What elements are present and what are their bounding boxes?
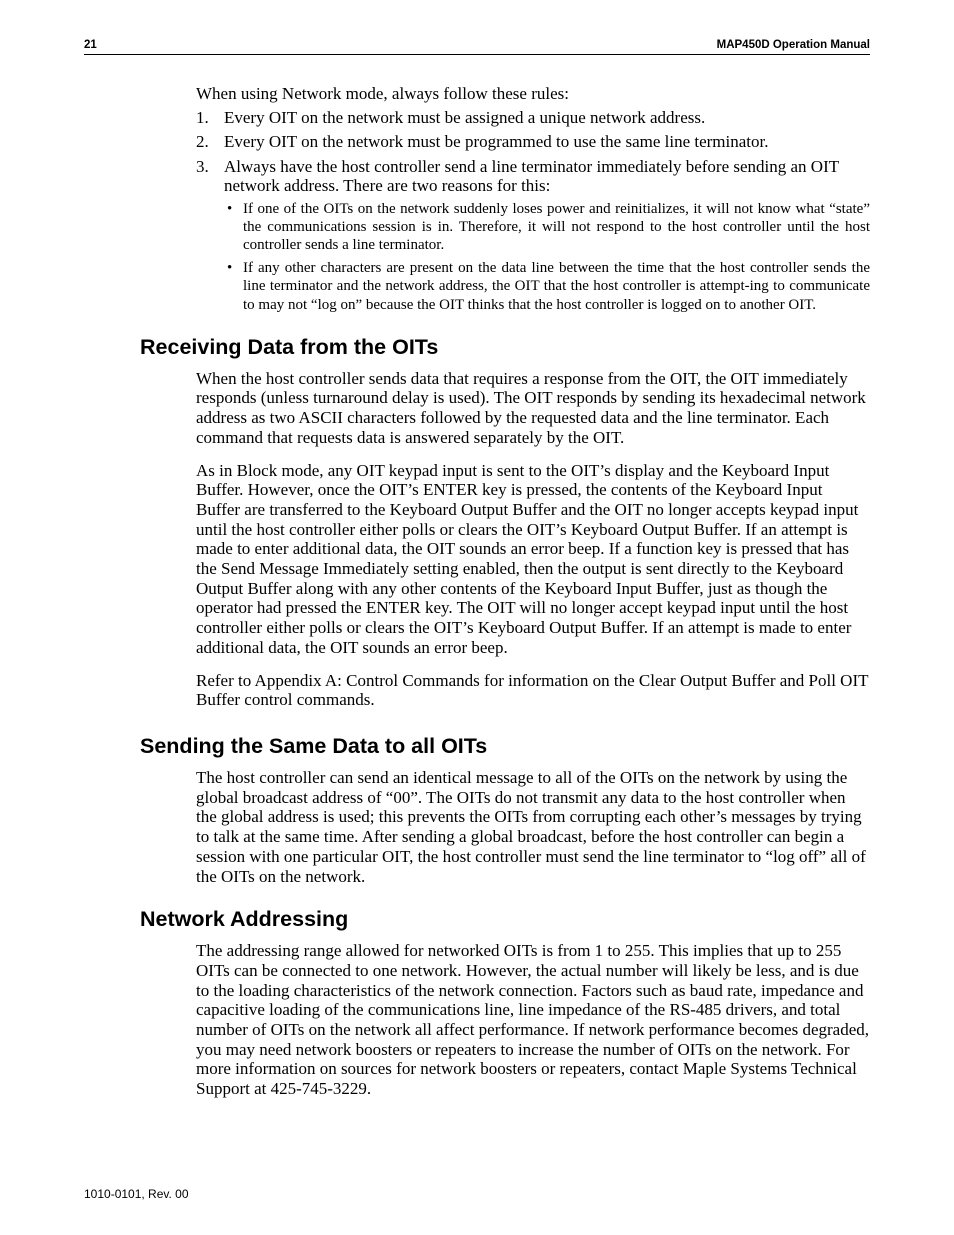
reason-text: If any other characters are present on the data line between the time that the host controller sends the line terminator and the network address, the OIT that the host controller is attempt-ing to communicate to may not “log on” because the OIT thinks that the host controller is logged on to another OIT.	[243, 260, 870, 313]
heading-network-addressing: Network Addressing	[140, 907, 349, 932]
page-number: 21	[84, 39, 97, 51]
page-footer	[84, 1187, 189, 1201]
receiving-paragraph: When the host controller sends data that requires a response from the OIT, the OIT immediately responds (unless turnaround delay is used). The OIT responds by sending its hexadecimal network address as two ASCII characters followed by the requested data and the line terminator. Each command that requests data is answered separately by the OIT.	[196, 368, 866, 447]
rule-number: 3.	[196, 156, 209, 176]
receiving-paragraph: Refer to Appendix A: Control Commands for information on the Clear Output Buffer and Poll OIT Buffer control commands.	[196, 670, 869, 710]
reasons-list	[224, 200, 870, 314]
rule-item	[196, 157, 870, 314]
receiving-paragraph: As in Block mode, any OIT keypad input is sent to the OIT’s display and the Keyboard Input Buffer. However, once the OIT’s ENTER key is pressed, the contents of the Keyboard Input Buffer are transferred to the Keyboard Output Buffer and the OIT no longer accepts keypad input until the host controller either polls or clears the OIT’s Keyboard Output Buffer. If an attempt is made to enter additional data, the OIT sounds an error beep. If a function key is pressed that has the Send Message Immediately setting enabled, then the output is sent directly to the Keyboard Output Buffer along with any other contents of the Keyboard Input Buffer, just as though the operator had pressed the ENTER key. The OIT will no longer accept keypad input until the host controller either polls or clears the OIT’s Keyboard Output Buffer. If an attempt is made to enter additional data, the OIT sounds an error beep.	[196, 460, 859, 657]
rule-number: 2.	[196, 132, 209, 152]
rule-number: 1.	[196, 108, 209, 128]
heading-receiving-data: Receiving Data from the OITs	[140, 334, 439, 359]
reason-item	[224, 200, 870, 255]
rule-text: Always have the host controller send a line terminator immediately before sending an OIT network address. There are two reasons for this:	[224, 156, 839, 196]
page-header	[84, 38, 870, 55]
reason-text: If one of the OITs on the network suddenly loses power and reinitializes, it will not know what “state” the communications session is in. Therefore, it will not respond to the host controller until the host controller sends a line terminator.	[243, 201, 870, 254]
sending-paragraph: The host controller can send an identical message to all of the OITs on the network by using the global broadcast address of “00”. The OITs do not transmit any data to the host controller when the global address is used; this prevents the OITs from corrupting each other’s messages by trying to talk at the same time. After sending a global broadcast, before the host controller can begin a session with one particular OIT, the host controller must send the line terminator to “log off” all of the OITs on the network.	[196, 767, 866, 886]
rule-text: Every OIT on the network must be programmed to use the same line terminator.	[224, 132, 769, 152]
reason-item	[224, 259, 870, 314]
addressing-paragraph: The addressing range allowed for networked OITs is from 1 to 255. This implies that up to 255 OITs can be connected to one network. However, the actual number will likely be less, and is due to the loading characteristics of the network connection. Factors such as baud rate, impedance and capacitive loading of the communications line, line impedance of the RS-485 drivers, and total number of OITs on the network all affect performance. If network performance becomes degraded, you may need network boosters or repeaters to increase the number of OITs on the network. For more information on sources for network boosters or repeaters, contact Maple Systems Technical Support at 425-745-3229.	[196, 941, 870, 1099]
document-number: 1010-0101, Rev. 00	[84, 1187, 189, 1201]
page-content	[140, 84, 870, 1099]
rule-text: Every OIT on the network must be assigned a unique network address.	[224, 108, 706, 128]
rule-item	[196, 132, 870, 152]
heading-sending-same-data: Sending the Same Data to all OITs	[140, 733, 488, 758]
rules-intro: When using Network mode, always follow these rules:	[196, 84, 569, 103]
manual-title: MAP450D Operation Manual	[716, 39, 870, 51]
bullet-icon: •	[227, 260, 233, 277]
bullet-icon: •	[227, 201, 233, 218]
rules-list	[196, 108, 870, 314]
rule-item	[196, 108, 870, 128]
